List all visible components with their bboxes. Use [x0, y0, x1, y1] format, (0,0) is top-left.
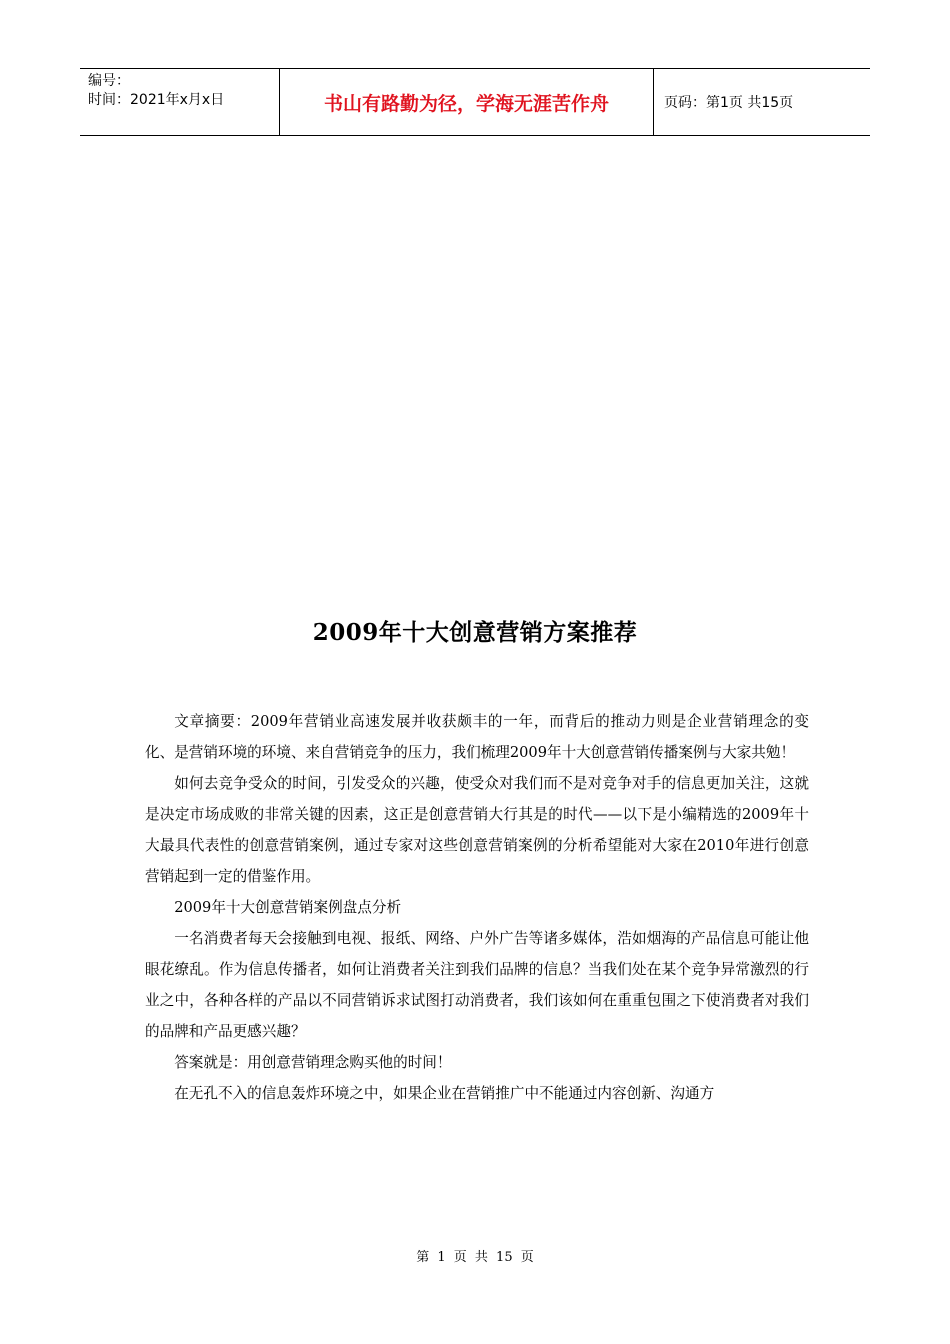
time-label: 时间：2021年x月x日 — [88, 92, 225, 108]
paragraph: 答案就是：用创意营销理念购买他的时间！ — [174, 1054, 452, 1071]
page-header — [80, 68, 870, 136]
document-title: 2009年十大创意营销方案推荐 — [312, 619, 638, 646]
header-meta-cell — [80, 69, 280, 135]
paragraph: 一名消费者每天会接触到电视、报纸、网络、户外广告等诸多媒体，浩如烟海的产品信息可能让他眼花缭乱。作为信息传播者，如何让消费者关注到我们品牌的信息？当我们处在某个竞争异常激烈的行业之中，各种各样的产品以不同营销诉求试图打动消费者，我们该如何在重重包围之下使消费者对我们的品牌和产品更感兴趣？ — [145, 930, 809, 1040]
page-footer: 第 1 页 共 15 页 — [416, 1250, 534, 1265]
document-body — [145, 706, 809, 1109]
paragraph: 如何去竞争受众的时间，引发受众的兴趣，使受众对我们而不是对竞争对手的信息更加关注，这就是决定市场成败的非常关键的因素，这正是创意营销大行其是的时代——以下是小编精选的2009年十大最具代表性的创意营销案例，通过专家对这些创意营销案例的分析希望能对大家在2010年进行创意营销起到一定的借鉴作用。 — [145, 775, 809, 885]
paragraph: 在无孔不入的信息轰炸环境之中，如果企业在营销推广中不能通过内容创新、沟通方 — [174, 1085, 715, 1102]
paragraph-abstract: 文章摘要：2009年营销业高速发展并收获颇丰的一年，而背后的推动力则是企业营销理念的变化、是营销环境的环境、来自营销竞争的压力，我们梳理2009年十大创意营销传播案例与大家共勉！ — [145, 713, 809, 761]
number-label: 编号： — [88, 73, 130, 89]
section-heading: 2009年十大创意营销案例盘点分析 — [174, 899, 402, 916]
header-page-info: 页码：第1页 共15页 — [664, 95, 794, 111]
header-motto: 书山有路勤为径，学海无涯苦作舟 — [280, 69, 654, 135]
